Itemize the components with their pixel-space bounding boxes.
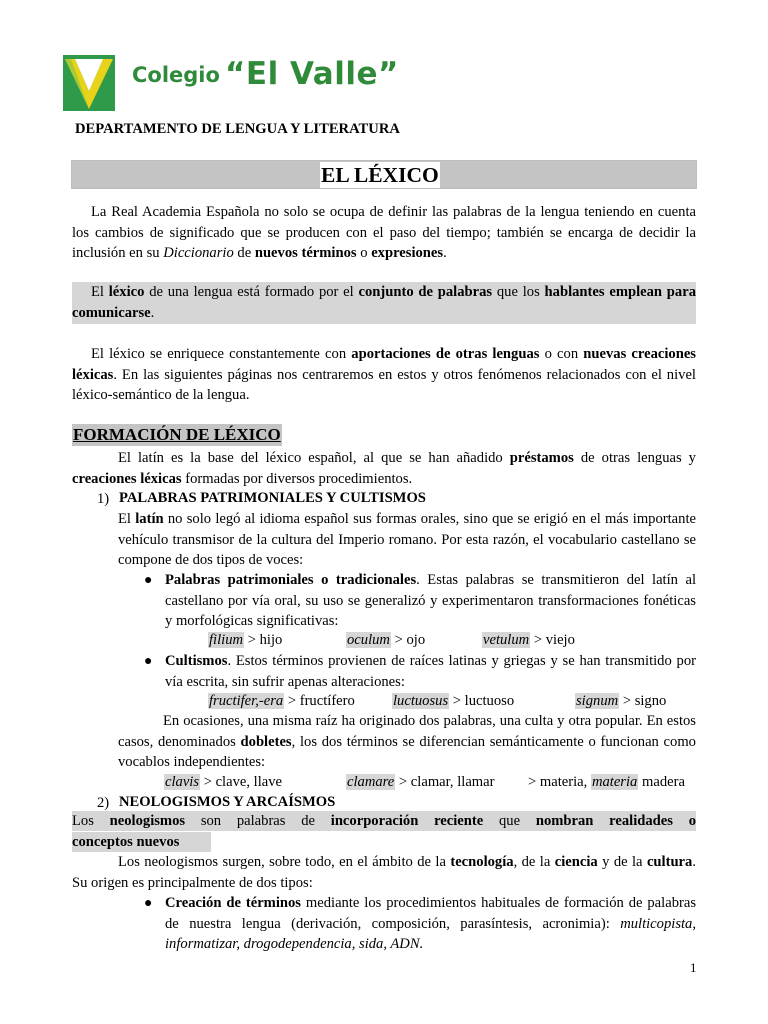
example-cultismo: luctuosus > luctuoso — [393, 693, 515, 709]
colegio-el-valle-logo — [63, 55, 115, 111]
example-doblete: > materia, materia madera — [528, 774, 685, 790]
dobletes-paragraph: En ocasiones, una misma raíz ha originado dos palabras, una culta y otra popular. En estos casos, denominados dobletes, los dos términos se diferencian semánticamente o funcionan como vocablos independientes: — [118, 713, 696, 770]
section-2-title: NEOLOGISMOS Y ARCAÍSMOS — [119, 794, 336, 810]
page-title: EL LÉXICO — [321, 163, 439, 187]
definition-box: El léxico de una lengua está formado por el conjunto de palabras que los hablantes emplean para comunicarse. — [72, 282, 696, 324]
intro-paragraph-1: La Real Academia Española no solo se ocupa de definir las palabras de la lengua teniendo en cuenta los cambios de significado que se producen con el paso del tiempo; también se encarga de decidir la inclusión en su Diccionario de nuevos términos o expresiones. — [72, 204, 696, 261]
department-heading: DEPARTAMENTO DE LENGUA Y LITERATURA — [75, 121, 400, 137]
neologismos-definition-line-1: Los neologismos son palabras de incorporación reciente que nombran realidades o — [72, 813, 696, 829]
intro-paragraph-3: El léxico se enriquece constantemente con aportaciones de otras lenguas o con nuevas creaciones léxicas. En las siguientes páginas nos centraremos en estos y otros fenómenos relacionados con el nivel léxico-semántico de la lengua. — [72, 346, 696, 403]
example-doblete: clamare > clamar, llamar — [347, 774, 495, 790]
bullet-icon: ● — [144, 573, 153, 588]
bullet-creacion-terminos: Creación de términos mediante los procedimientos habituales de formación de palabras de nuestra lengua (derivación, composición, parasíntesis, acronimia): multicopista, informatizar, drogodependencia, sida, ADN. — [165, 895, 697, 952]
bullet-cultismos: Cultismos. Estos términos provienen de raíces latinas y griegas y se han transmitido por vía escrita, sin sufrir apenas alteraciones: — [165, 653, 696, 690]
example-doblete: clavis > clave, llave — [165, 774, 283, 790]
section-1-paragraph: El latín no solo legó al idioma español sus formas orales, sino que se erigió en el más importante vehículo transmisor de la cultura del Imperio romano. Por esta razón, el vocabulario castellano se compone de dos tipos de voces: — [118, 511, 696, 568]
bullet-icon: ● — [144, 896, 153, 911]
section-1-number: 1) — [97, 491, 110, 507]
example-cultismo: signum > signo — [576, 693, 667, 709]
example-cultismo: fructifer,-era > fructífero — [209, 693, 355, 709]
example-patrimonial: vetulum > viejo — [483, 632, 575, 648]
formacion-paragraph: El latín es la base del léxico español, al que se han añadido préstamos de otras lenguas y creaciones léxicas formadas por diversos procedimientos. — [72, 450, 696, 487]
neologismos-paragraph: Los neologismos surgen, sobre todo, en el ámbito de la tecnología, de la ciencia y de la cultura. Su origen es principalmente de dos tipos: — [72, 854, 696, 891]
section-heading-formacion: FORMACIÓN DE LÉXICO — [73, 425, 281, 444]
section-2-number: 2) — [97, 795, 110, 811]
section-1-title: PALABRAS PATRIMONIALES Y CULTISMOS — [119, 490, 426, 506]
example-patrimonial: filium > hijo — [209, 632, 283, 648]
page-number: 1 — [690, 960, 697, 975]
brand-colegio: Colegio — [132, 63, 220, 87]
neologismos-definition-box — [72, 811, 696, 853]
bullet-icon: ● — [144, 654, 153, 669]
bullet-patrimoniales: Palabras patrimoniales o tradicionales. Estas palabras se transmitieron del latín al castellano por vía oral, su uso se generalizó y experimentaron transformaciones fonéticas y morfológicas significativas: — [165, 572, 696, 629]
brand-el-valle: “El Valle” — [225, 56, 399, 92]
title-bar — [71, 160, 697, 189]
school-brand — [132, 56, 399, 92]
example-patrimonial: oculum > ojo — [347, 632, 426, 648]
neologismos-definition-line-2: conceptos nuevos — [72, 833, 180, 850]
